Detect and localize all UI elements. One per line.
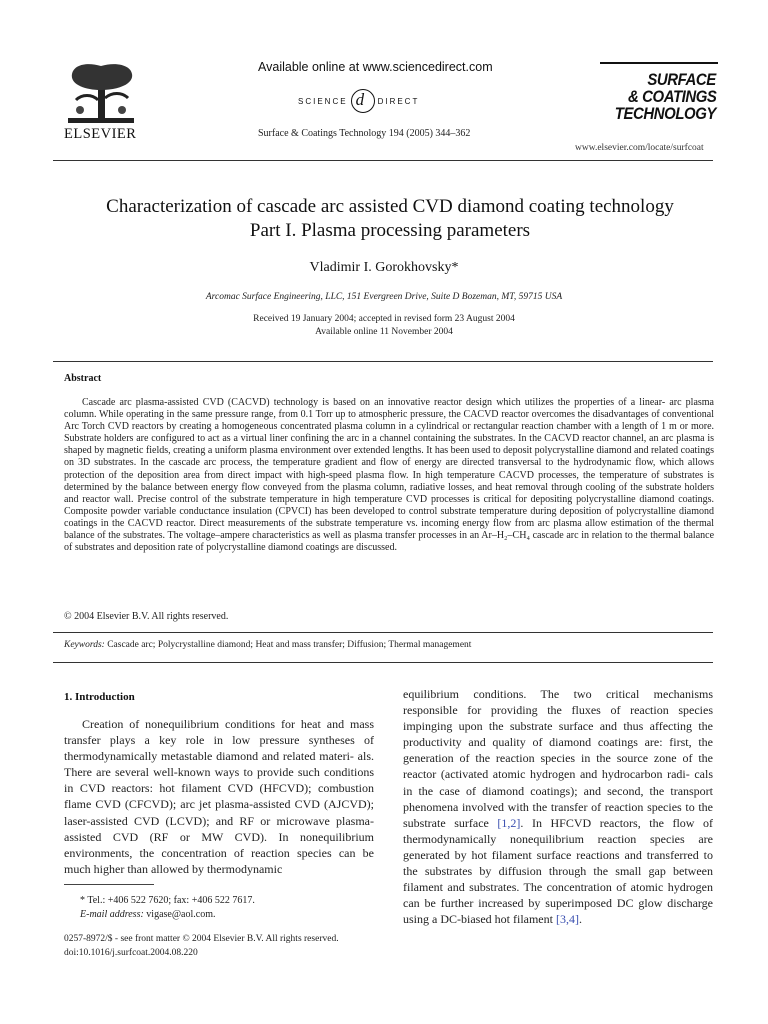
abstract-line: deposition area from direct impact with high-speed plasma flow. In high temperature CACVD processes, the temperature of substrates is	[137, 469, 714, 481]
abstract-line: determined by the balance between energy flow conveyed from the plasma column, radiative losses, and heat removal through cooling of the	[64, 481, 643, 493]
abstract-line: arc plasma column. While operating in the same pressure range, from 0.1 Torr up to atmospheric pressure, the CACVD reactor overcomes the	[64, 397, 714, 421]
author-affiliation: Arcomac Surface Engineering, LLC, 151 Evergreen Drive, Suite D Bozeman, MT, 59715 USA	[205, 292, 563, 302]
intro-line: productivity and quality of diamond coatings are: first, the	[403, 735, 713, 750]
abstract-line: environment over extended lengths. It has been used to deposit polycrystalline diamond and related coatings on 3D substrates. In the cascade	[64, 445, 714, 469]
journal-logo-line-3: TECHNOLOGY	[614, 104, 716, 123]
abstract-heading: Abstract	[64, 373, 102, 384]
author-name: Vladimir I. Gorokhovsky*	[309, 260, 459, 275]
article-title-line-2: Part I. Plasma processing parameters	[249, 220, 531, 241]
intro-line: als. There are several well-known ways to provide such	[64, 749, 375, 780]
sciencedirect-mark-icon	[351, 89, 375, 113]
citation-link[interactable]: [1,2]	[497, 815, 521, 830]
keywords-label: Keywords:	[64, 640, 105, 650]
abstract-line: polycrystalline diamond coatings are discussed.	[206, 542, 397, 554]
intro-line: DC glow discharge using a DC-biased hot filament	[403, 896, 714, 927]
intro-line: reactor (activated atomic hydrogen and hydrocarbon radi-	[403, 767, 690, 782]
intro-line: species can be much higher than allowed by thermodynamic	[64, 845, 375, 876]
email-label: E-mail address:	[80, 909, 144, 920]
abstract-divider	[53, 632, 713, 633]
journal-logo-line-1: SURFACE	[647, 70, 716, 89]
abstract-line: Cascade arc plasma-assisted CVD (CACVD) technology is based on an innovative reactor design which utilizes the properties of a linear-	[82, 397, 666, 408]
journal-logo	[600, 62, 718, 134]
intro-line: transfer plays a key role in low pressure syntheses of	[64, 733, 374, 748]
intro-line: gap between filament and substrates. The concentration of	[403, 864, 714, 895]
abstract-body	[64, 397, 714, 554]
intro-left-column	[64, 716, 374, 877]
intro-line: species to the substrate surface	[403, 799, 713, 830]
abstract-line: disadvantages of conventional Arc Torch CVD reactors by creating a homogeneous concentrated plasma column in a cylindrical or	[64, 409, 715, 433]
intro-line: equilibrium conditions. The two critical mechanisms	[403, 687, 713, 701]
sciencedirect-left-text: SCIENCE	[298, 96, 348, 106]
intro-line: Creation of nonequilibrium conditions for heat and mass	[82, 717, 374, 731]
sciencedirect-logo	[298, 88, 440, 114]
footnote-email	[64, 908, 400, 922]
abstract-line: temperature during deposition of polycrystalline diamond coatings in the CACVD reactor. Direct measurements of the substrate temperature	[64, 505, 715, 529]
keywords-divider	[53, 662, 713, 663]
footnote-rule	[64, 884, 154, 885]
intro-line: . In HFCVD reactors,	[520, 815, 641, 830]
intro-line: the flow of thermodynamically nonequilibrium reaction	[403, 815, 714, 846]
intro-line: thermodynamically metastable diamond and related materi-	[64, 749, 354, 764]
abstract-line: vs. incoming energy flow from arc plasma allow estimation of the thermal balance of the substrates. The voltage–ampere characteristics as	[64, 517, 715, 542]
keywords	[64, 640, 471, 650]
title-divider	[53, 361, 713, 362]
intro-line: generation of the reaction species in the source zone of the	[403, 751, 713, 766]
intro-line: cals in the case of diamond coatings); and second, the	[403, 767, 713, 798]
intro-line: atomic hydrogen can be further increased by superimposed	[403, 880, 714, 911]
received-dates: Received 19 January 2004; accepted in revised form 23 August 2004	[253, 314, 515, 324]
article-title-line-1: Characterization of cascade arc assisted CVD diamond coating technology	[106, 196, 674, 217]
intro-line: combustion flame CVD (CFCVD); arc jet plasma-assisted	[64, 781, 374, 812]
intro-right-column	[403, 686, 713, 927]
abstract-copyright: © 2004 Elsevier B.V. All rights reserved.	[64, 611, 229, 622]
intro-line: CVD (AJCVD); laser-assisted CVD (LCVD); and RF or	[64, 797, 375, 828]
intro-line: .	[578, 912, 582, 927]
sciencedirect-mark: d	[355, 90, 365, 109]
doi[interactable]: doi:10.1016/j.surfcoat.2004.08.220	[64, 948, 198, 958]
abstract-line: arc process, the temperature gradient and flow of energy are directed transversal to the hydrodynamic flow, which allows protection of the	[64, 457, 715, 481]
intro-line: responsible for providing the fluxes of reaction species	[403, 703, 713, 718]
abstract-line: substrate holders and reactor wall. Precise control of the substrate temperature in high temperature CVD processes is critical for depositing	[64, 481, 714, 505]
publisher-name: ELSEVIER	[64, 126, 137, 142]
available-online-text[interactable]: Available online at www.sciencedirect.com	[258, 60, 493, 74]
journal-reference: Surface & Coatings Technology 194 (2005) 344–362	[258, 128, 471, 139]
section-heading-introduction: 1. Introduction	[64, 691, 135, 703]
journal-logo-line-2: & COATINGS	[627, 87, 716, 106]
abstract-line: rectangular reaction chamber with a length of 1 m or more. Substrate holders are configured to act as a virtual liner confining the arc in a	[64, 421, 715, 445]
intro-line: conditions in CVD reactors: hot filament CVD (HFCVD);	[64, 765, 375, 796]
citation-link[interactable]: [3,4]	[555, 912, 579, 927]
keywords-list: Cascade arc; Polycrystalline diamond; Heat and mass transfer; Diffusion; Thermal management	[107, 640, 472, 650]
footnote-tel: * Tel.: +406 522 7620; fax: +406 522 7617.	[80, 895, 255, 906]
abstract-line: well as plasma transfer processes in an Ar–H₂–CH₄ cascade arc in relation to the thermal balance of substrates and deposition rate of	[64, 530, 715, 554]
intro-line: transferred to the substrates by diffusion through the small	[403, 847, 713, 879]
sciencedirect-right-text: DIRECT	[377, 96, 420, 106]
intro-line: impinging upon the substrate surface and thus affecting the	[403, 719, 713, 734]
intro-line: nonequilibrium environments, the concentration of reaction	[64, 829, 374, 860]
available-date: Available online 11 November 2004	[315, 327, 453, 337]
journal-logo-rule	[600, 62, 718, 64]
abstract-line: channel containing the substrates. In the CACVD reactor channel, an arc plasma is shaped by magnetic fields, creating a uniform plasma	[64, 433, 715, 457]
intro-line: transport phenomena involved with the transfer of reaction	[403, 783, 714, 814]
header-divider	[53, 160, 713, 161]
intro-line: microwave plasma-assisted CVD (RF or MW CVD). In	[64, 813, 374, 844]
front-matter-line: 0257-8972/$ - see front matter © 2004 Elsevier B.V. All rights reserved.	[64, 934, 339, 944]
abstract-line: polycrystalline diamond coatings. Composite powder variable conductance insulation (CPVCI) has been developed to control substrate	[64, 493, 715, 517]
intro-line: species are generated by hot filament surface reactions and	[403, 831, 713, 862]
email-address[interactable]: vigase@aol.com.	[146, 909, 216, 920]
journal-url[interactable]: www.elsevier.com/locate/surfcoat	[575, 143, 704, 153]
